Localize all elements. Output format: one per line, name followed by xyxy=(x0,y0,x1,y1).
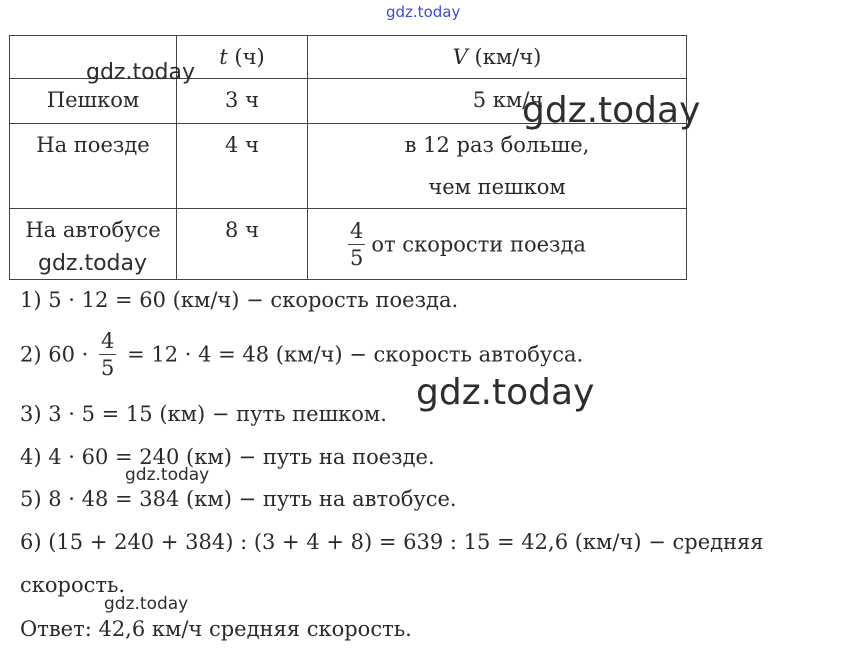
step-2-suffix: = 12 · 4 = 48 (км/ч) − скорость автобуса. xyxy=(127,342,584,367)
answer-line: Ответ: 42,6 км/ч средняя скорость. xyxy=(20,617,412,641)
watermark-bottom-small: gdz.today xyxy=(104,594,189,614)
speed-line-2: чем пешком xyxy=(428,175,566,199)
step-2-fraction xyxy=(99,328,116,381)
header-cell-time xyxy=(177,36,308,79)
step-2-prefix: 2) 60 · xyxy=(20,342,89,367)
solution-step-6: 6) (15 + 240 + 384) : (3 + 4 + 8) = 639 : 15 = 42,6 (км/ч) − средняя xyxy=(20,530,764,554)
watermark-table-left: gdz.today xyxy=(86,60,196,85)
time-symbol: t xyxy=(219,45,228,69)
watermark-table-right: gdz.today xyxy=(522,90,701,131)
watermark-top: gdz.today xyxy=(386,3,461,21)
table-row xyxy=(10,124,687,209)
solution-step-3: 3) 3 · 5 = 15 (км) − путь пешком. xyxy=(20,402,387,426)
row-label: На поезде xyxy=(10,124,177,209)
watermark-middle-small: gdz.today xyxy=(125,465,210,485)
row-time: 3 ч xyxy=(177,79,308,124)
fraction xyxy=(348,218,365,271)
row-time: 8 ч xyxy=(177,209,308,280)
time-unit: (ч) xyxy=(234,45,265,69)
row-label: На автобусе xyxy=(10,209,177,280)
row-label: Пешком xyxy=(10,79,177,124)
fraction-denominator: 5 xyxy=(350,245,364,270)
solution-step-1: 1) 5 · 12 = 60 (км/ч) − скорость поезда. xyxy=(20,288,459,312)
watermark-table-bottom-left: gdz.today xyxy=(38,251,148,276)
fraction-numerator: 4 xyxy=(350,218,364,243)
speed-line-1: в 12 раз больше, xyxy=(404,133,590,157)
step-2-fraction-denominator: 5 xyxy=(101,356,115,380)
row-time: 4 ч xyxy=(177,124,308,209)
header-cell-speed xyxy=(308,36,687,79)
speed-value: 5 км/ч xyxy=(472,88,544,112)
row-speed xyxy=(308,124,687,209)
step-2-fraction-numerator: 4 xyxy=(101,329,115,353)
speed-text: от скорости поезда xyxy=(371,232,586,256)
speed-symbol: V xyxy=(452,45,468,69)
solution-step-5: 5) 8 · 48 = 384 (км) − путь на автобусе. xyxy=(20,487,457,511)
solution-step-4: 4) 4 · 60 = 240 (км) − путь на поезде. xyxy=(20,445,435,469)
speed-unit: (км/ч) xyxy=(474,45,542,69)
row-speed xyxy=(308,209,687,280)
solution-step-6-continued: скорость. xyxy=(20,573,126,597)
watermark-middle-big: gdz.today xyxy=(416,372,595,413)
